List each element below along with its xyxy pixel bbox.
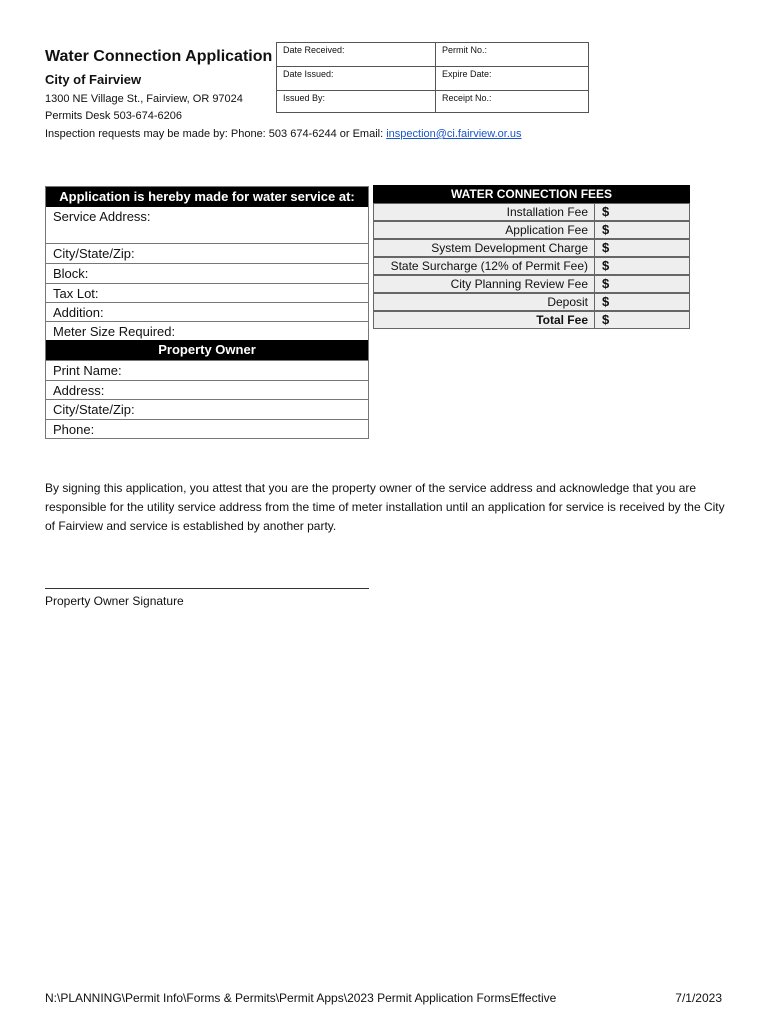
owner-address-field[interactable]: Address: — [46, 380, 368, 399]
block-field[interactable]: Block: — [46, 263, 368, 283]
fee-dollar: $ — [602, 258, 610, 273]
fee-dollar: $ — [602, 204, 610, 219]
fee-label: City Planning Review Fee — [374, 276, 595, 292]
fee-row-total[interactable] — [373, 311, 690, 329]
addition-field[interactable]: Addition: — [46, 302, 368, 321]
footer-date: 7/1/2023 — [675, 991, 722, 1005]
fee-label: State Surcharge (12% of Permit Fee) — [374, 258, 595, 274]
fee-dollar: $ — [602, 312, 610, 327]
fee-dollar: $ — [602, 276, 610, 291]
inspection-email-link[interactable]: inspection@ci.fairview.or.us — [386, 128, 522, 140]
fee-label: System Development Charge — [374, 240, 595, 256]
form-title: Water Connection Application — [45, 48, 273, 65]
permit-no-field[interactable]: Permit No.: — [442, 45, 488, 55]
footer-file-path: N:\PLANNING\Permit Info\Forms & Permits\Permit Apps\2023 Permit Application FormsEffective — [45, 991, 557, 1005]
fee-label: Installation Fee — [374, 204, 595, 220]
receipt-no-field[interactable]: Receipt No.: — [442, 93, 492, 103]
fee-label: Deposit — [374, 294, 595, 310]
property-owner-header: Property Owner — [46, 340, 368, 360]
owner-phone-field[interactable]: Phone: — [46, 419, 368, 438]
permits-desk-phone: Permits Desk 503-674-6206 — [45, 110, 182, 122]
application-header: Application is hereby made for water service at: — [46, 187, 368, 207]
fee-row-city-planning-review[interactable] — [373, 275, 690, 293]
date-issued-field[interactable]: Date Issued: — [283, 69, 334, 79]
expire-date-field[interactable]: Expire Date: — [442, 69, 492, 79]
fees-header: WATER CONNECTION FEES — [373, 185, 690, 203]
fee-dollar: $ — [602, 222, 610, 237]
fee-dollar: $ — [602, 240, 610, 255]
signature-label: Property Owner Signature — [45, 594, 184, 608]
city-address: 1300 NE Village St., Fairview, OR 97024 — [45, 93, 243, 105]
fee-row-state-surcharge[interactable] — [373, 257, 690, 275]
owner-city-state-zip-field[interactable]: City/State/Zip: — [46, 399, 368, 419]
owner-print-name-field[interactable]: Print Name: — [46, 360, 368, 380]
fee-label: Application Fee — [374, 222, 595, 238]
inspection-text: Inspection requests may be made by: Phone: 503 674-6244 or Email: — [45, 128, 387, 140]
fee-row-system-development[interactable] — [373, 239, 690, 257]
inspection-info — [45, 128, 522, 140]
fee-row-deposit[interactable] — [373, 293, 690, 311]
city-name: City of Fairview — [45, 72, 142, 87]
fee-row-application[interactable] — [373, 221, 690, 239]
issued-by-field[interactable]: Issued By: — [283, 93, 326, 103]
fee-row-installation[interactable] — [373, 203, 690, 221]
fee-label: Total Fee — [374, 312, 595, 328]
service-city-state-zip-field[interactable]: City/State/Zip: — [46, 243, 368, 263]
date-received-field[interactable]: Date Received: — [283, 45, 345, 55]
water-connection-fees-table — [373, 185, 690, 330]
office-use-grid — [276, 42, 589, 113]
service-address-field[interactable]: Service Address: — [53, 209, 151, 224]
tax-lot-field[interactable]: Tax Lot: — [46, 283, 368, 302]
fee-dollar: $ — [602, 294, 610, 309]
signature-line[interactable] — [45, 588, 369, 589]
meter-size-field[interactable]: Meter Size Required: — [46, 321, 368, 340]
application-table — [45, 186, 369, 439]
attestation-text: By signing this application, you attest that you are the property owner of the service address and acknowledge that you are responsible for the utility service address from the time of meter installation until an application for service is received by the City of Fairview and service is established by another party. — [45, 481, 725, 533]
